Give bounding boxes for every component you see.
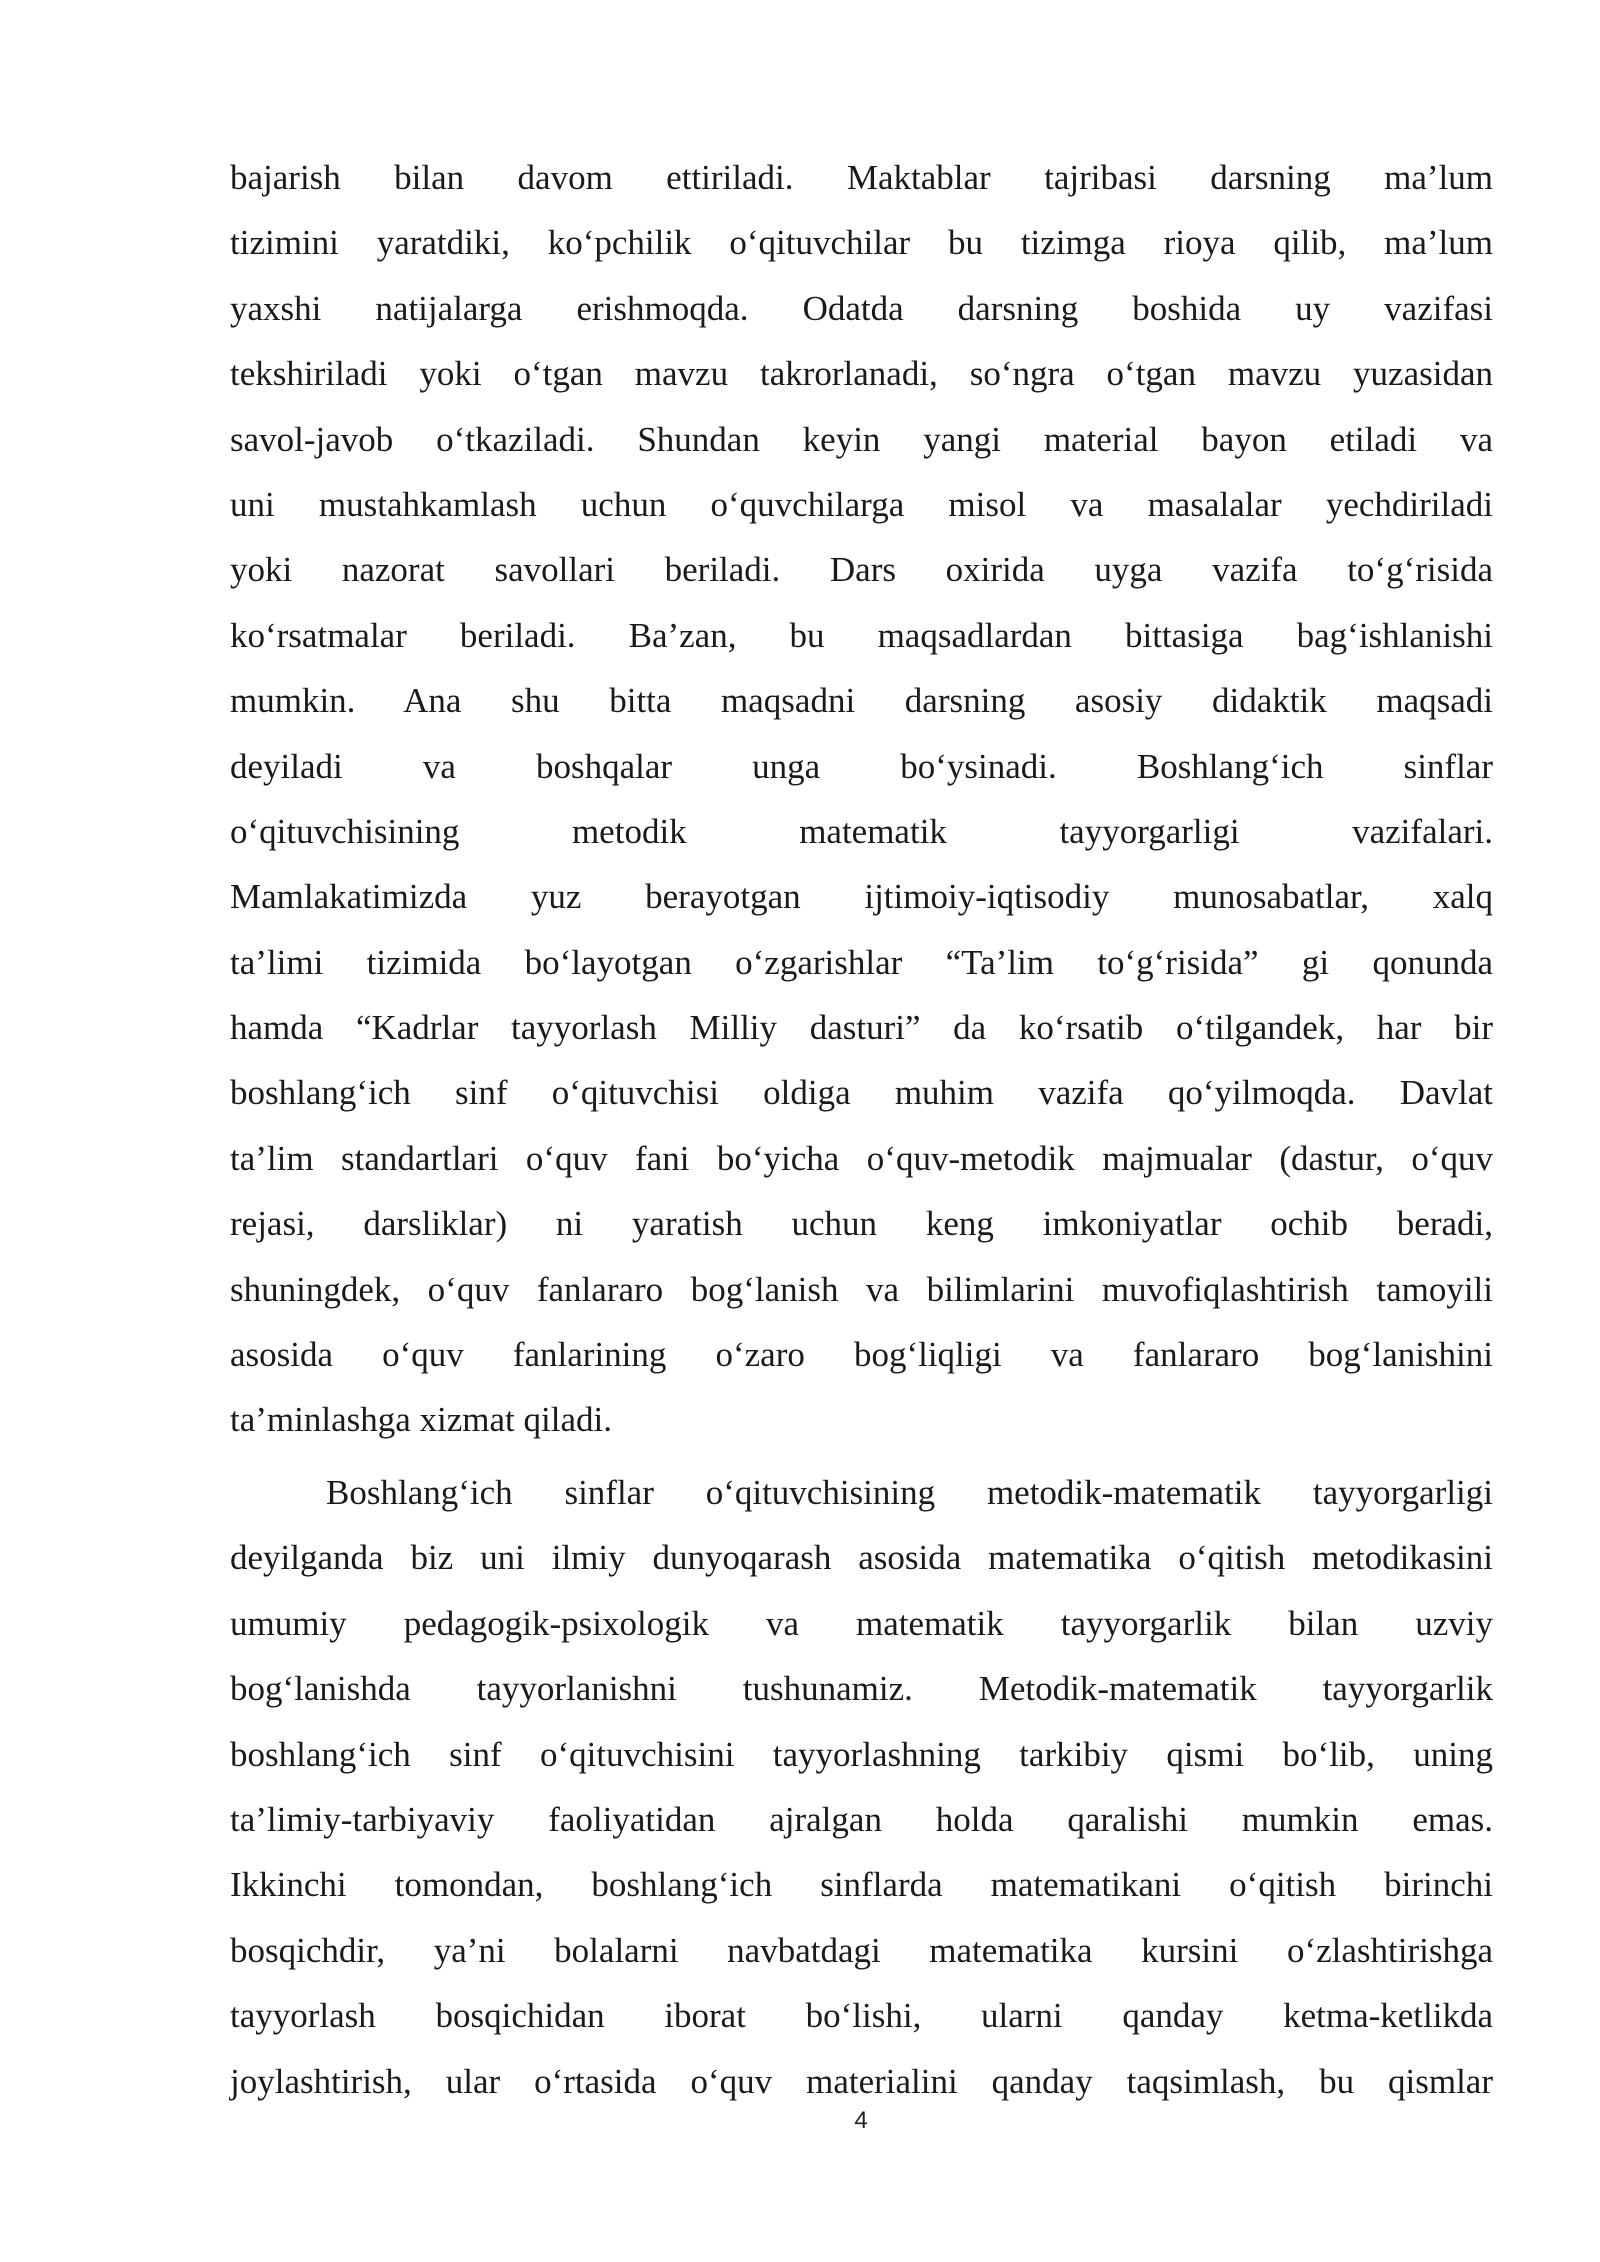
text-line: ta’limiy-tarbiyaviy faoliyatidan ajralgan holda qaralishi mumkin emas. — [230, 1799, 1493, 1839]
text-line: ta’limi tizimida bo‘layotgan o‘zgarishlar “Ta’lim to‘g‘risida” gi qonunda — [230, 942, 1493, 982]
text-line: hamda “Kadrlar tayyorlash Milliy dasturi” da ko‘rsatib o‘tilgandek, har bir — [230, 1008, 1493, 1048]
text-line: Boshlang‘ich sinflar o‘qituvchisining metodik-matematik tayyorgarligi — [326, 1473, 1493, 1512]
text-line: savol-javob o‘tkaziladi. Shundan keyin yangi material bayon etiladi va — [230, 419, 1493, 459]
text-line: yaxshi natijalarga erishmoqda. Odatda darsning boshida uy vazifasi — [230, 288, 1493, 328]
text-line: joylashtirish, ular o‘rtasida o‘quv materialini qanday taqsimlash, bu qismlar — [230, 2061, 1493, 2101]
text-line: mumkin. Ana shu bitta maqsadni darsning asosiy didaktik maqsadi — [230, 681, 1493, 721]
text-line: ta’lim standartlari o‘quv fani bo‘yicha o‘quv-metodik majmualar (dastur, o‘quv — [230, 1138, 1493, 1178]
paragraph-2 — [230, 1460, 1493, 2114]
text-line: ta’minlashga xizmat qiladi. — [230, 1400, 612, 1440]
text-line: Mamlakatimizda yuz berayotgan ijtimoiy-iqtisodiy munosabatlar, xalq — [230, 877, 1493, 917]
text-line: deyiladi va boshqalar unga bo‘ysinadi. Boshlang‘ich sinflar — [230, 746, 1493, 786]
text-line: uni mustahkamlash uchun o‘quvchilarga misol va masalalar yechdiriladi — [230, 484, 1493, 524]
text-line: umumiy pedagogik-psixologik va matematik tayyorgarlik bilan uzviy — [230, 1603, 1493, 1643]
text-line: deyilganda biz uni ilmiy dunyoqarash asosida matematika o‘qitish metodikasini — [230, 1538, 1493, 1578]
text-line: ko‘rsatmalar beriladi. Ba’zan, bu maqsadlardan bittasiga bag‘ishlanishi — [230, 615, 1493, 655]
text-line: tizimini yaratdiki, ko‘pchilik o‘qituvchilar bu tizimga rioya qilib, ma’lum — [230, 223, 1493, 263]
text-line: shuningdek, o‘quv fanlararo bog‘lanish va bilimlarini muvofiqlashtirish tamoyili — [230, 1269, 1493, 1309]
text-line: bajarish bilan davom ettiriladi. Maktablar tajribasi darsning ma’lum — [230, 158, 1493, 197]
text-line: boshlang‘ich sinf o‘qituvchisini tayyorlashning tarkibiy qismi bo‘lib, uning — [230, 1734, 1493, 1774]
text-line: o‘qituvchisining metodik matematik tayyorgarligi vazifalari. — [230, 811, 1493, 851]
text-line: bosqichdir, ya’ni bolalarni navbatdagi matematika kursini o‘zlashtirishga — [230, 1930, 1493, 1970]
text-line: tekshiriladi yoki o‘tgan mavzu takrorlanadi, so‘ngra o‘tgan mavzu yuzasidan — [230, 354, 1493, 394]
text-line: bog‘lanishda tayyorlanishni tushunamiz. Metodik-matematik tayyorgarlik — [230, 1669, 1493, 1709]
text-line: tayyorlash bosqichidan iborat bo‘lishi, ularni qanday ketma-ketlikda — [230, 1996, 1493, 2036]
text-line: rejasi, darsliklar) ni yaratish uchun keng imkoniyatlar ochib beradi, — [230, 1204, 1493, 1244]
text-line: yoki nazorat savollari beriladi. Dars oxirida uyga vazifa to‘g‘risida — [230, 550, 1493, 590]
text-line: boshlang‘ich sinf o‘qituvchisi oldiga muhim vazifa qo‘yilmoqda. Davlat — [230, 1073, 1493, 1113]
text-line: asosida o‘quv fanlarining o‘zaro bog‘liqligi va fanlararo bog‘lanishini — [230, 1335, 1493, 1375]
text-line: Ikkinchi tomondan, boshlang‘ich sinflarda matematikani o‘qitish birinchi — [230, 1865, 1493, 1905]
paragraph-1 — [230, 145, 1493, 1453]
page-number: 4 — [854, 2107, 868, 2134]
